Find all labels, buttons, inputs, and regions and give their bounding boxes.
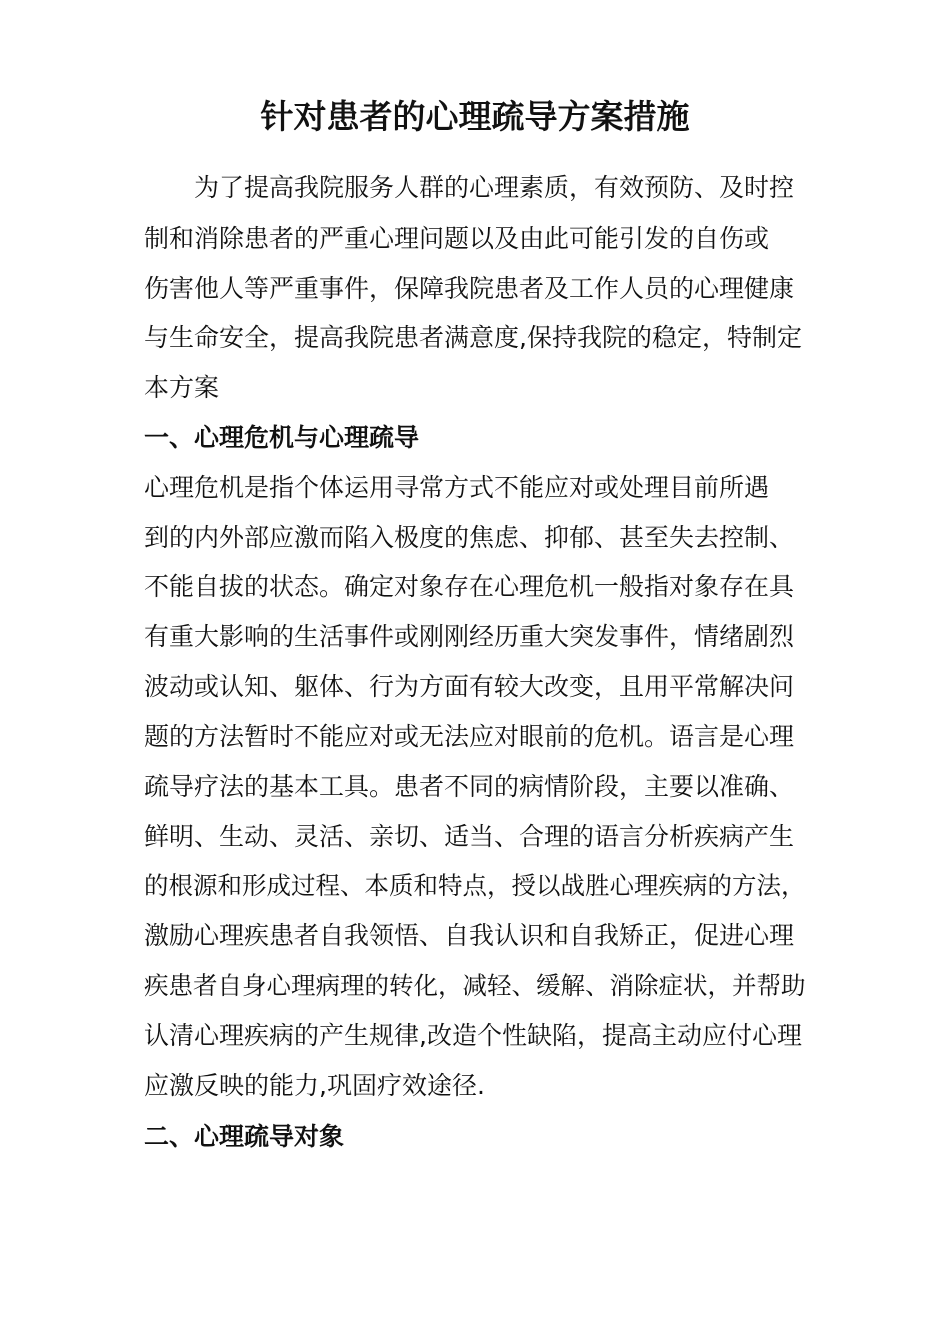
intro-line-4: 与生命安全，提高我院患者满意度,保持我院的稳定，特制定 [144,323,802,352]
section-1-line-2: 到的内外部应激而陷入极度的焦虑、抑郁、甚至失去控制、 [144,523,795,552]
section-1-line-1: 心理危机是指个体运用寻常方式不能应对或处理目前所遇 [144,473,770,502]
section-1-line-10: 激励心理疾患者自我领悟、自我认识和自我矫正，促进心理 [144,921,795,950]
section-1-heading: 一、心理危机与心理疏导 [144,423,420,452]
intro-line-3: 伤害他人等严重事件，保障我院患者及工作人员的心理健康 [144,274,795,303]
section-1-line-11: 疾患者自身心理病理的转化，减轻、缓解、消除症状，并帮助 [144,971,806,1000]
section-1-line-6: 题的方法暂时不能应对或无法应对眼前的危机。语言是心理 [144,722,795,751]
intro-line-5: 本方案 [144,373,220,402]
section-1-line-7: 疏导疗法的基本工具。患者不同的病情阶段，主要以准确、 [144,772,795,801]
section-1-line-8: 鲜明、生动、灵活、亲切、适当、合理的语言分析疾病产生 [144,822,795,851]
intro-line-1: 为了提高我院服务人群的心理素质，有效预防、及时控 [194,173,795,202]
section-1-line-5: 波动或认知、躯体、行为方面有较大改变，且用平常解决问 [144,672,795,701]
section-2-heading: 二、心理疏导对象 [144,1122,345,1151]
section-1-line-13: 应激反映的能力,巩固疗效途径. [144,1071,485,1100]
section-1-line-9: 的根源和形成过程、本质和特点，授以战胜心理疾病的方法， [144,871,806,900]
section-1-line-3: 不能自拔的状态。确定对象存在心理危机一般指对象存在具 [144,572,795,601]
section-1-line-4: 有重大影响的生活事件或刚刚经历重大突发事件，情绪剧烈 [144,622,795,651]
intro-line-2: 制和消除患者的严重心理问题以及由此可能引发的自伤或 [144,224,770,253]
document-title: 针对患者的心理疏导方案措施 [260,97,690,136]
section-1-line-12: 认清心理疾病的产生规律,改造个性缺陷，提高主动应付心理 [144,1021,802,1050]
